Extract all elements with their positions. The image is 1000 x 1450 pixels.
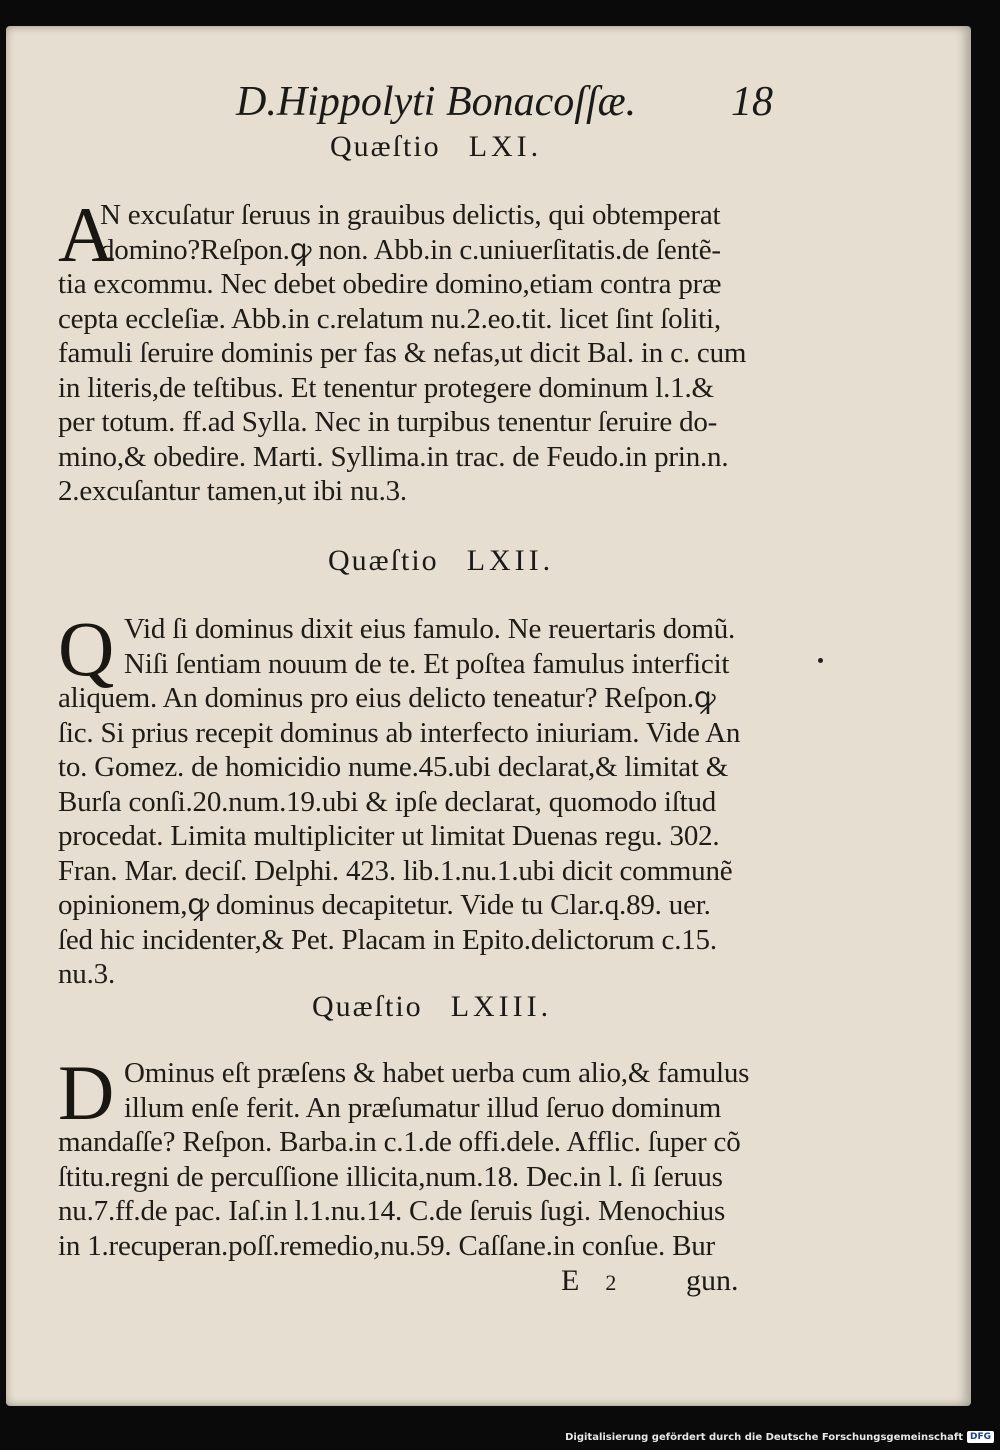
heading-word: Quæſtio [330, 130, 441, 163]
signature-letter: E [561, 1264, 580, 1297]
text-line: nu.3. [58, 958, 116, 990]
text-line: N excuſatur ſeruus in grauibus delictis, qui obtemperat [100, 199, 721, 231]
catchword: gun. [686, 1264, 739, 1297]
heading-word: Quæſtio [328, 544, 439, 577]
text-line: Fran. Mar. deciſ. Delphi. 423. lib.1.nu.1.ubi dicit communẽ [58, 854, 733, 887]
question-heading-62 [328, 544, 554, 578]
question-heading-63 [312, 990, 552, 1024]
text-line: opinionem,ꝙ dominus decapitetur. Vide tu Clar.q.89. uer. [58, 889, 711, 921]
heading-number: LXIII. [450, 990, 553, 1023]
text-line: illum enſe ferit. An præſumatur illud ſeruo dominum [124, 1091, 722, 1124]
text-line: to. Gomez. de homicidio nume.45.ubi declarat,& limitat & [58, 751, 729, 783]
signature-number: 2 [605, 1270, 617, 1295]
text-line: Niſi ſentiam nouum de te. Et poſtea famulus interficit [124, 647, 730, 680]
text-line: tia excommu. Nec debet obedire domino,etiam contra præ [58, 268, 722, 300]
drop-cap: Q [58, 605, 115, 692]
heading-number: LXII. [466, 544, 555, 577]
text-line: Vid ſi dominus dixit eius famulo. Ne reuertaris domũ. [124, 613, 736, 645]
margin-mark [818, 658, 823, 663]
text-line: aliquem. An dominus pro eius delicto teneatur? Reſpon.ꝙ [58, 682, 716, 714]
text-line: ſic. Si prius recepit dominus ab interfecto iniuriam. Vide An [58, 716, 741, 749]
text-line: Ominus eſt præſens & habet uerba cum alio,& famulus [124, 1057, 750, 1089]
running-head: D.Hippolyti Bonacoſſæ. [236, 79, 637, 125]
text-line: procedat. Limita multipliciter ut limitat Duenas regu. 302. [58, 820, 720, 852]
question-61-text [58, 191, 803, 509]
question-62-text [58, 605, 803, 992]
text-line: nu.7.ff.de pac. Iaſ.in l.1.nu.14. C.de ſeruis ſugi. Menochius [58, 1195, 726, 1227]
heading-word: Quæſtio [312, 990, 423, 1023]
text-line: domino?Reſpon.ꝙ non. Abb.in c.uniuerſitatis.de ſentẽ- [100, 233, 721, 266]
question-heading-61 [330, 130, 542, 164]
heading-number: LXI. [468, 130, 543, 163]
text-line: 2.excuſantur tamen,ut ibi nu.3. [58, 475, 407, 507]
text-line: famuli ſeruire dominis per fas & nefas,ut dicit Bal. in c. cum [58, 337, 747, 369]
text-line: ſtitu.regni de percuſſione illicita,num.18. Dec.in l. ſi ſeruus [58, 1160, 723, 1193]
text-line: cepta eccleſiæ. Abb.in c.relatum nu.2.eo.tit. licet ſint ſoliti, [58, 302, 721, 335]
text-line: ſed hic incidenter,& Pet. Placam in Epito.delictorum c.15. [58, 923, 717, 956]
footer-text: Digitalisierung gefördert durch die Deutsche Forschungsgemeinschaft [565, 1431, 963, 1443]
signature-mark [561, 1264, 616, 1298]
drop-cap: D [58, 1049, 115, 1136]
text-line: in 1.recuperan.poſſ.remedio,nu.59. Caſſane.in conſue. Bur [58, 1229, 716, 1262]
dfg-logo: DFG [967, 1431, 994, 1443]
digitization-footer [565, 1430, 994, 1444]
book-page [6, 26, 971, 1406]
page-number: 18 [731, 79, 773, 125]
text-line: Burſa conſi.20.num.19.ubi & ipſe declarat, quomodo iſtud [58, 785, 717, 818]
text-line: in literis,de teſtibus. Et tenentur protegere dominum l.1.& [58, 371, 714, 404]
text-line: per totum. ff.ad Sylla. Nec in turpibus tenentur ſeruire do- [58, 406, 718, 438]
text-line: mino,& obedire. Marti. Syllima.in trac. de Feudo.in prin.n. [58, 440, 729, 473]
question-63-text [58, 1049, 803, 1263]
drop-cap: A [58, 191, 115, 278]
page-header [6, 78, 971, 138]
text-line: mandaſſe? Reſpon. Barba.in c.1.de offi.dele. Afflic. ſuper cõ [58, 1126, 741, 1158]
